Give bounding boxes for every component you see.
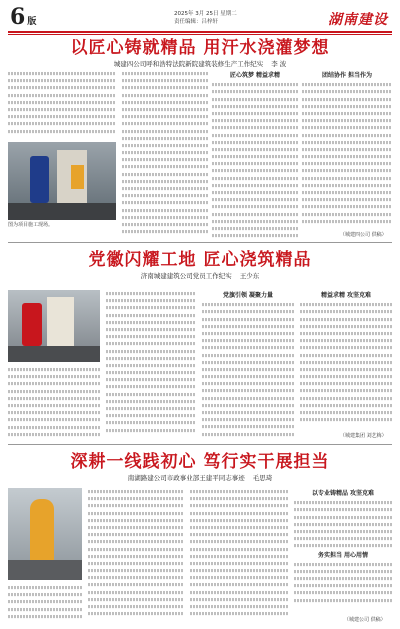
page-number: 6 版 bbox=[10, 4, 37, 30]
article-2-subtitle: 济南城建建筑公司党员工作纪实 王少东 bbox=[140, 272, 260, 280]
article-2-source: （城建集团 刘艺梅） bbox=[340, 433, 387, 439]
article-1-heading bbox=[8, 38, 392, 68]
article-2-text-col3 bbox=[202, 290, 294, 440]
article-2-subhead: 党旗引领 凝聚力量 bbox=[222, 292, 274, 299]
article-2-subhead-2: 精益求精 攻坚克难 bbox=[320, 292, 372, 299]
article-2-text-left bbox=[8, 366, 100, 440]
article-2-heading bbox=[8, 250, 392, 280]
article-3-subhead-2: 务实担当 用心用情 bbox=[317, 551, 369, 559]
article-1-subhead: 匠心筑梦 精益求精 bbox=[229, 72, 281, 79]
article-2-photo bbox=[8, 290, 100, 362]
page-header bbox=[8, 6, 392, 32]
article-3-photo bbox=[8, 488, 82, 580]
header-rule-thin bbox=[8, 34, 392, 35]
article-3-heading bbox=[8, 452, 392, 482]
article-1-text-col4 bbox=[302, 70, 392, 228]
issue-meta bbox=[174, 10, 294, 26]
article-divider-2 bbox=[8, 444, 392, 445]
article-3-text-col3 bbox=[190, 488, 288, 624]
article-1-text-left bbox=[8, 70, 116, 140]
article-1-title: 以匠心铸就精品 用汗水浇灌梦想 bbox=[70, 38, 330, 58]
header-rule bbox=[8, 31, 392, 33]
issue-editor: 责任编辑：吕梓轩 bbox=[174, 19, 219, 25]
article-1-caption: 图为项目施工现场。 bbox=[8, 222, 54, 228]
issue-date: 2025年 3月 25日 星期二 bbox=[174, 11, 237, 17]
article-divider-1 bbox=[8, 242, 392, 243]
article-2-title: 党徽闪耀工地 匠心浇筑精品 bbox=[88, 250, 312, 270]
article-1-text-col2 bbox=[122, 70, 208, 240]
article-3-source: （城建公司 供稿） bbox=[344, 617, 386, 623]
article-1-subtitle: 城建四公司呼和浩特法院新院建筑装修生产工作纪实 李 波 bbox=[113, 60, 287, 68]
article-2-text-col4 bbox=[300, 290, 392, 430]
paper-name: 湖南建设 bbox=[328, 12, 388, 28]
article-1-subhead-2: 团结协作 担当作为 bbox=[321, 72, 373, 79]
article-3-title: 深耕一线践初心 笃行实干展担当 bbox=[70, 452, 330, 472]
article-1-source: （城建四公司 供稿） bbox=[340, 232, 387, 238]
article-1-text-col3 bbox=[212, 70, 298, 240]
article-1-photo bbox=[8, 142, 116, 220]
article-2-text-col2 bbox=[106, 290, 196, 440]
article-3-subhead: 以专业铸精品 攻坚克难 bbox=[311, 490, 375, 497]
article-3-subtitle: 南湖路建公司市政事业部王建平同志事迹 毛思琦 bbox=[127, 474, 273, 482]
article-3-text-left bbox=[8, 584, 82, 624]
article-3-text-col2 bbox=[88, 488, 184, 624]
article-3-text-col4 bbox=[294, 488, 392, 612]
